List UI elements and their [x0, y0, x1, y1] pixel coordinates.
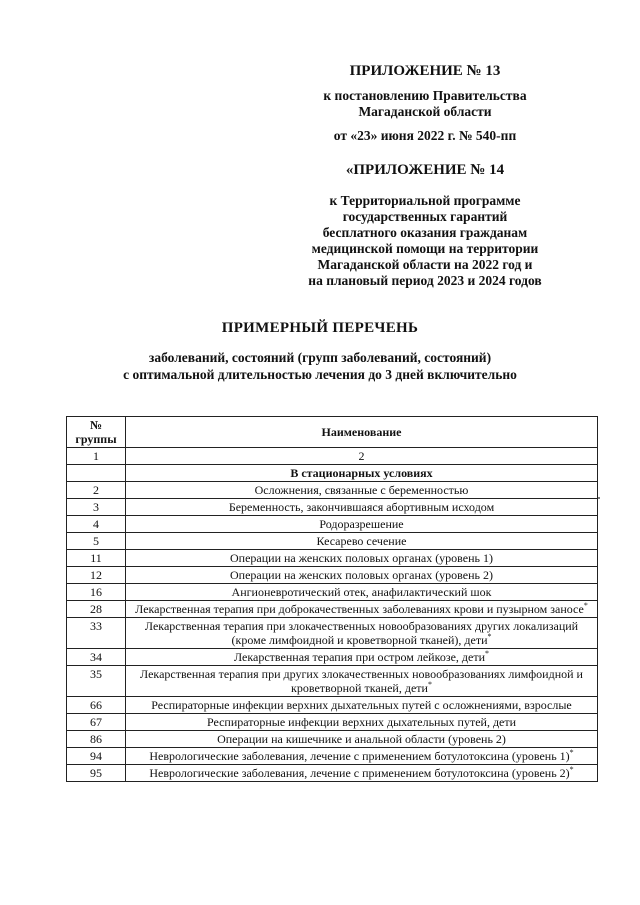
table-row — [67, 584, 598, 601]
group-name-text: Операции на женских половых органах (уровень 1) — [230, 551, 493, 565]
group-number-cell: 35 — [67, 666, 126, 697]
group-number-cell: 94 — [67, 748, 126, 765]
document-subtitle: с оптимальной длительностью лечения до 3 дней включительно — [123, 367, 517, 382]
group-name-cell — [126, 649, 598, 666]
group-name-cell — [126, 516, 598, 533]
group-name-text: Неврологические заболевания, лечение с применением ботулотоксина (уровень 1) — [149, 749, 570, 763]
group-number-cell: 4 — [67, 516, 126, 533]
group-name-text: Операции на кишечнике и анальной области (уровень 2) — [217, 732, 506, 746]
footnote-mark: * — [569, 748, 574, 757]
appendix-13-line: к постановлению Правительства — [323, 88, 527, 103]
group-number-cell: 67 — [67, 714, 126, 731]
document-subtitle: заболеваний, состояний (групп заболеваний, состояний) — [148, 350, 492, 365]
group-number-header: № группы — [67, 417, 126, 448]
group-name-text: Ангионевротический отек, анафилактический шок — [231, 585, 492, 599]
scan-speck — [598, 497, 600, 499]
column-number: 1 — [67, 448, 126, 465]
document-title: ПРИМЕРНЫЙ ПЕРЕЧЕНЬ — [221, 320, 419, 336]
footnote-mark: * — [427, 680, 432, 689]
appendix-13-date: от «23» июня 2022 г. № 540-пп — [333, 128, 517, 143]
table-row — [67, 482, 598, 499]
table-row — [67, 666, 598, 697]
group-name-cell — [126, 618, 598, 649]
column-number: 2 — [126, 448, 598, 465]
group-name-text: Беременность, закончившаяся абортивным исходом — [228, 500, 495, 514]
section-title: В стационарных условиях — [126, 465, 598, 482]
group-name-text: Респираторные инфекции верхних дыхательных путей, дети — [206, 715, 517, 729]
group-name-cell — [126, 550, 598, 567]
group-name-cell — [126, 567, 598, 584]
footnote-mark: * — [485, 649, 489, 658]
group-number-cell: 66 — [67, 697, 126, 714]
appendix-14-line: к Территориальной программе — [329, 193, 521, 208]
table-row — [67, 550, 598, 567]
table-row — [67, 697, 598, 714]
group-name-cell — [126, 748, 598, 765]
column-numbers-row — [67, 448, 598, 465]
group-number-cell: 86 — [67, 731, 126, 748]
group-name-text: Лекарственная терапия при других злокачественных новообразованиях лимфоидной и кроветворной тканей, дети — [140, 667, 583, 695]
group-name-text: Лекарственная терапия при доброкачественных заболеваниях крови и пузырном заносе — [135, 602, 584, 616]
table-row — [67, 567, 598, 584]
group-name-cell — [126, 584, 598, 601]
table-row — [67, 731, 598, 748]
group-number-cell: 12 — [67, 567, 126, 584]
table-row — [67, 649, 598, 666]
section-row — [67, 465, 598, 482]
section-empty-cell — [67, 465, 126, 482]
group-name-text: Операции на женских половых органах (уровень 2) — [230, 568, 493, 582]
group-name-cell — [126, 697, 598, 714]
table-row — [67, 516, 598, 533]
table-row — [67, 748, 598, 765]
table-row — [67, 601, 598, 618]
appendix-14-line: медицинской помощи на территории — [311, 241, 539, 256]
group-number-cell: 28 — [67, 601, 126, 618]
group-name-cell — [126, 731, 598, 748]
footnote-mark: * — [487, 632, 492, 641]
group-number-cell: 3 — [67, 499, 126, 516]
group-name-text: Неврологические заболевания, лечение с применением ботулотоксина (уровень 2) — [149, 766, 570, 780]
table-row — [67, 533, 598, 550]
table-row — [67, 714, 598, 731]
group-name-cell — [126, 499, 598, 516]
footnote-mark: * — [583, 601, 588, 610]
group-name-cell — [126, 482, 598, 499]
name-header: Наименование — [126, 417, 598, 448]
group-number-cell: 5 — [67, 533, 126, 550]
group-name-text: Лекарственная терапия при злокачественных новообразованиях других локализаций (кроме лимфоидной и кроветворной тканей), дети — [144, 619, 579, 647]
group-number-cell: 95 — [67, 765, 126, 782]
group-number-cell: 11 — [67, 550, 126, 567]
group-name-text: Лекарственная терапия при остром лейкозе, дети — [234, 650, 485, 664]
group-number-cell: 2 — [67, 482, 126, 499]
appendix-14-line: бесплатного оказания гражданам — [322, 225, 528, 240]
footnote-mark: * — [569, 765, 574, 774]
group-name-cell — [126, 666, 598, 697]
appendix-14-line: Магаданской области на 2022 год и — [317, 257, 533, 272]
group-name-cell — [126, 714, 598, 731]
appendix-13-header — [270, 63, 580, 289]
group-name-text: Кесарево сечение — [316, 534, 407, 548]
document-title-block — [90, 320, 550, 383]
table-row — [67, 499, 598, 516]
group-name-text: Родоразрешение — [319, 517, 404, 531]
group-number-cell: 34 — [67, 649, 126, 666]
appendix-14-line: на плановый период 2023 и 2024 годов — [308, 273, 542, 288]
group-number-cell: 16 — [67, 584, 126, 601]
table-header-row — [67, 417, 598, 448]
diseases-table — [66, 416, 598, 782]
group-name-cell — [126, 601, 598, 618]
group-number-cell: 33 — [67, 618, 126, 649]
appendix-13-title: ПРИЛОЖЕНИЕ № 13 — [349, 63, 501, 79]
group-name-cell — [126, 765, 598, 782]
group-name-cell — [126, 533, 598, 550]
table-row — [67, 765, 598, 782]
group-name-text: Осложнения, связанные с беременностью — [254, 483, 469, 497]
appendix-13-line: Магаданской области — [358, 104, 492, 119]
table-row — [67, 618, 598, 649]
appendix-14-line: государственных гарантий — [342, 209, 508, 224]
appendix-14-title: «ПРИЛОЖЕНИЕ № 14 — [345, 162, 505, 178]
group-name-text: Респираторные инфекции верхних дыхательных путей с осложнениями, взрослые — [151, 698, 572, 712]
